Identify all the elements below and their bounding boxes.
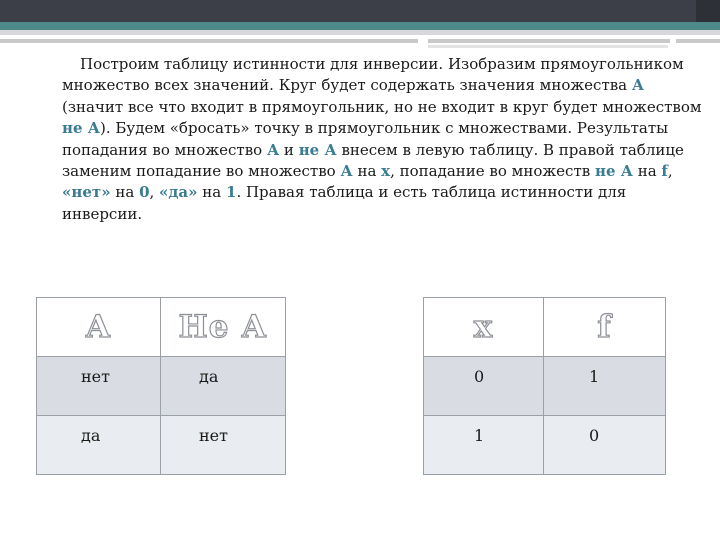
table-row [37,357,286,416]
set-a-mention: А [266,140,280,159]
table-row [424,416,666,475]
header-cell-a: А [37,298,161,357]
table-header-row [424,298,666,357]
table-cell: нет [161,416,286,475]
divider-line-left [0,39,418,43]
divider-line-right-end [676,39,720,43]
header-cell-x: x [424,298,544,357]
left-table [36,297,286,475]
set-a-mention: А [631,76,645,95]
table-cell: 1 [544,357,666,416]
table-row [37,416,286,475]
shadow-band [0,30,720,35]
table-cell: 0 [544,416,666,475]
not-a-mention: не А [594,162,633,181]
f-mention: f [661,162,668,181]
header-band [0,0,720,22]
one-mention: 1 [226,183,237,202]
x-mention: х [381,162,391,181]
no-mention: «нет» [62,183,111,202]
set-a-mention: А [340,162,353,181]
explanation-paragraph: Построим таблицу истинности для инверсии. Изобразим прямоугольником множество всех значений. Круг будет содержать значения множества А (значит все что входит в прямоугольник, но не входит в круг будет множеством не А). Будем «бросать» точку в прямоугольник с множествами. Результаты попадания во множество А и не А внесем в левую таблицу. В правой таблице заменим попадание во множество А на х, попадание во множеств не А на f, «нет» на 0, «да» на 1. Правая таблица и есть таблица истинности для инверсии. [62,55,702,223]
divider-line-right-thin [428,45,668,48]
table-header-row [37,298,286,357]
table-cell: да [37,416,161,475]
not-a-mention: не А [298,140,337,159]
not-a-mention: не А [62,119,100,138]
right-table [423,297,666,475]
zero-mention: 0 [139,183,150,202]
accent-band [0,22,720,30]
table-cell: нет [37,357,161,416]
yes-mention: «да» [159,183,198,202]
header-cell-not-a: Не А [161,298,286,357]
divider-line-right [428,39,670,43]
table-cell: 1 [424,416,544,475]
table-row [424,357,666,416]
header-cell-f: f [544,298,666,357]
table-cell: 0 [424,357,544,416]
table-cell: да [161,357,286,416]
